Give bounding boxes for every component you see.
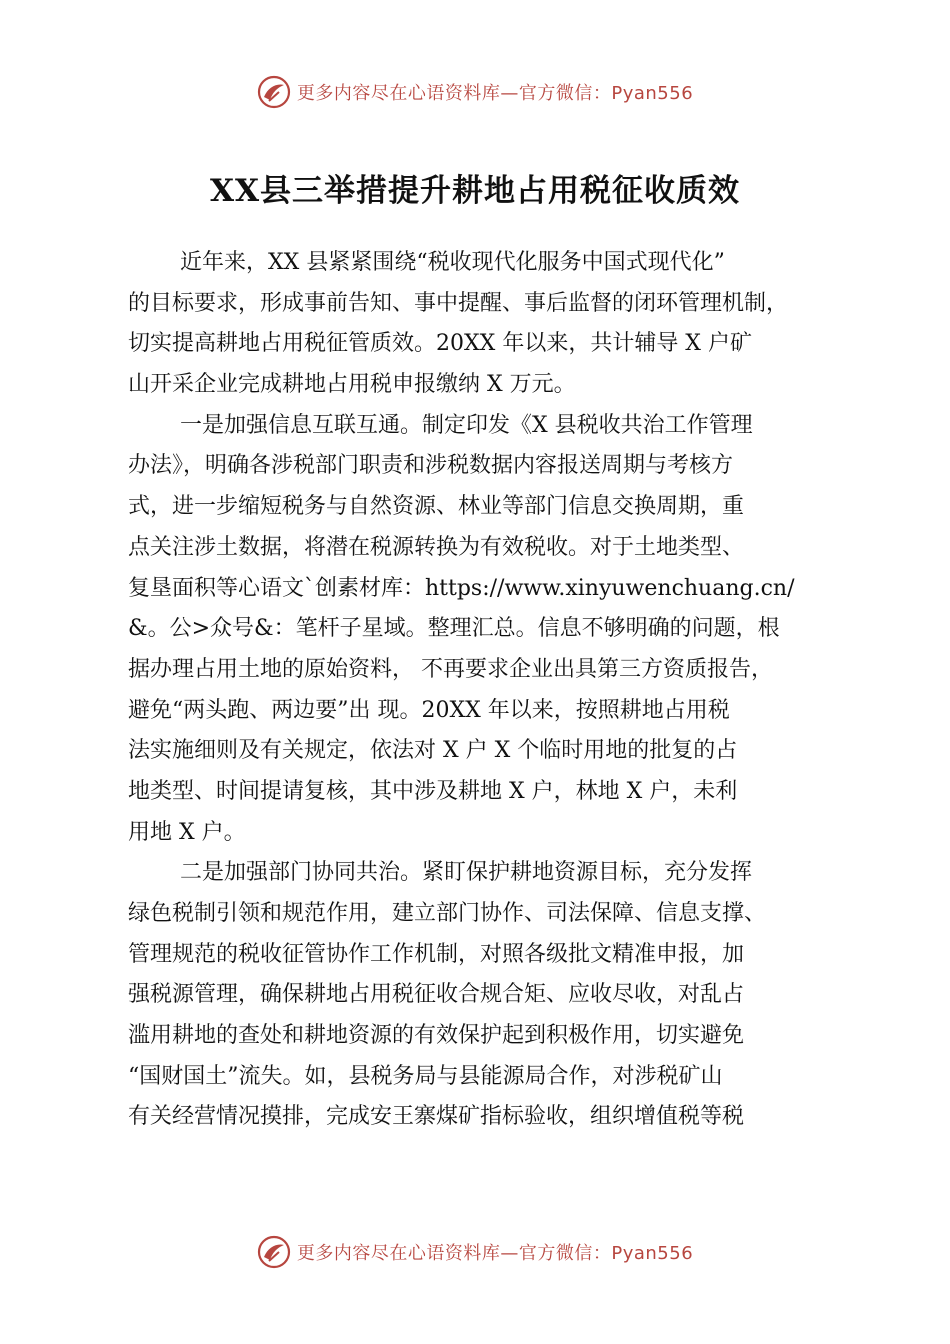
text-line: 滥用耕地的查处和耕地资源的有效保护起到积极作用，切实避免 [128, 1023, 745, 1049]
banner-text: 更多内容尽在心语资料库—官方微信：Pyan556 [296, 1243, 694, 1264]
banner-text: 更多内容尽在心语资料库—官方微信：Pyan556 [296, 83, 694, 104]
paragraph-measure-two [128, 853, 853, 1138]
text-line: 二是加强部门协同共治。紧盯保护耕地资源目标，充分发挥 [180, 860, 753, 886]
text-line: “国财国土”流失。如，县税务局与县能源局合作，对涉税矿山 [128, 1063, 723, 1089]
text-line: 点关注涉土数据，将潜在税源转换为有效税收。对于土地类型、 [128, 534, 745, 560]
text-line: 管理规范的税收征管协作工作机制，对照各级批文精准申报，加 [128, 941, 745, 967]
paragraph-intro [128, 243, 853, 406]
paragraph-measure-one [128, 406, 853, 854]
brand-logo-icon [257, 75, 291, 109]
text-line: 办法》，明确各涉税部门职责和涉税数据内容报送周期与考核方 [128, 453, 734, 479]
text-line: 地类型、时间提请复核，其中涉及耕地 X 户，林地 X 户，未利 [128, 778, 738, 804]
footer-banner [0, 1230, 950, 1274]
text-line: 式，进一步缩短税务与自然资源、林业等部门信息交换周期，重 [128, 494, 745, 520]
text-line: 山开采企业完成耕地占用税申报缴纳 X 万元。 [128, 372, 576, 398]
text-line: 法实施细则及有关规定，依法对 X 户 X 个临时用地的批复的占 [128, 738, 738, 764]
brand-logo-icon [257, 1235, 291, 1269]
text-line: 绿色税制引领和规范作用，建立部门协作、司法保障、信息支撑、 [128, 901, 767, 926]
text-line: 近年来，XX 县紧紧围绕“税收现代化服务中国式现代化” [180, 250, 725, 275]
text-line: 有关经营情况摸排，完成安王寨煤矿指标验收，组织增值税等税 [128, 1104, 745, 1130]
header-banner [0, 70, 950, 114]
text-line: 切实提高耕地占用税征管质效。20XX 年以来，共计辅导 X 户矿 [128, 331, 752, 357]
text-line: &。公>众号&：笔杆子星域。整理汇总。信息不够明确的问题，根 [128, 616, 780, 642]
text-line: 一是加强信息互联互通。制定印发《X 县税收共治工作管理 [180, 412, 753, 438]
text-line: 复垦面积等心语文`创素材库：https://www.xinyuwenchuang.cn/ [128, 575, 795, 601]
text-line: 据办理占用土地的原始资料， 不再要求企业出具第三方资质报告， [128, 656, 773, 682]
document-title: XX县三举措提升耕地占用税征收质效 [209, 173, 741, 209]
text-line: 的目标要求，形成事前告知、事中提醒、事后监督的闭环管理机制， [128, 290, 789, 316]
document-body [128, 243, 853, 1138]
text-line: 用地 X 户。 [128, 819, 246, 845]
text-line: 避免“两头跑、两边要”出 现。20XX 年以来，按照耕地占用税 [128, 697, 730, 723]
text-line: 强税源管理，确保耕地占用税征收合规合矩、应收尽收，对乱占 [128, 982, 745, 1008]
